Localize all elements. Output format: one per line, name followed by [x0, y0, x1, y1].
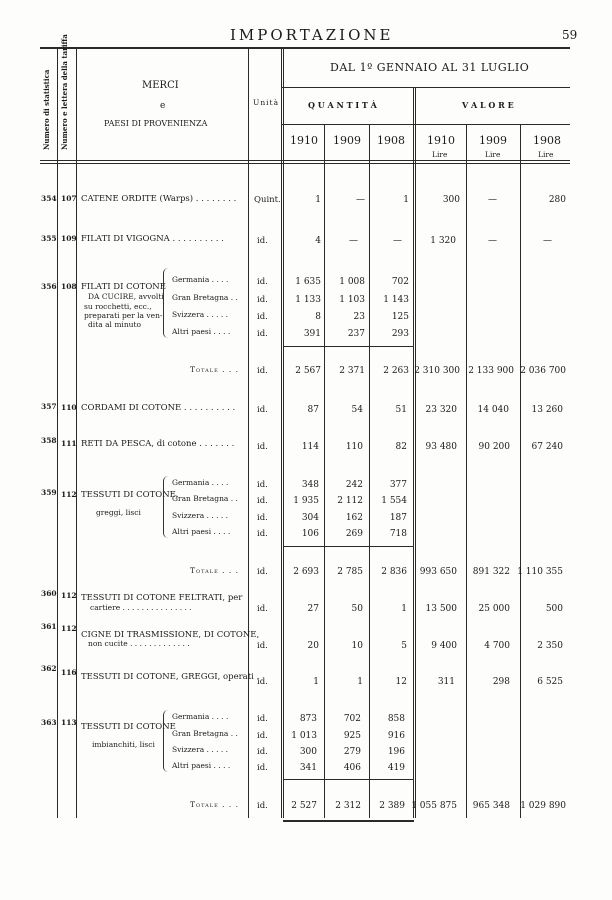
cell-v-1909: 4 700 [484, 641, 510, 651]
cell-q-1909: 50 [351, 604, 363, 614]
row-number: 357 [41, 402, 57, 411]
cell-q-1909: 2 112 [337, 496, 363, 506]
cell-v-1910: 311 [437, 677, 455, 687]
group-brace [163, 268, 168, 338]
total-q-1908: 2 836 [381, 567, 407, 577]
cell-v-1908: 13 260 [531, 405, 563, 415]
cell-q-1909: 162 [345, 513, 363, 523]
row-unit: id. [257, 714, 268, 724]
cell-q-1909: 269 [345, 529, 363, 539]
cell-q-1910: 300 [299, 747, 317, 757]
header-lire: Lire [485, 150, 501, 159]
header-v-1910: 1910 [427, 134, 455, 147]
row-tariff: 112 [61, 591, 77, 600]
cell-q-1910: 873 [299, 714, 317, 724]
cell-q-1908: 196 [387, 747, 405, 757]
cell-q-1908: 377 [389, 480, 407, 490]
header-lettera-tariffa: Numero e lettera della tariffa [60, 34, 69, 150]
row-unit: id. [257, 312, 268, 322]
cell-v-1909: — [488, 236, 497, 246]
header-bottom-rule-2 [40, 163, 570, 164]
country-label: Gran Bretagna . . [172, 729, 238, 738]
cell-v-1909: 25 000 [478, 604, 510, 614]
total-v-1910: 1 055 875 [411, 801, 457, 811]
total-v-1909: 891 322 [472, 567, 510, 577]
cell-q-1909: 925 [343, 731, 361, 741]
row-unit: id. [257, 641, 268, 651]
cell-q-1909: 702 [343, 714, 361, 724]
row-description-line: imbianchiti, lisci [92, 740, 155, 749]
cell-q-1909: 237 [347, 329, 365, 339]
country-label: Svizzera . . . . . [172, 745, 229, 754]
row-description: CATENE ORDITE (Warps) . . . . . . . . [81, 194, 237, 204]
cell-v-1908: — [543, 236, 552, 246]
row-unit: id. [257, 295, 268, 305]
cell-q-1908: 125 [391, 312, 409, 322]
row-number: 358 [41, 436, 57, 445]
cell-q-1910: 391 [303, 329, 321, 339]
col-line [466, 124, 467, 818]
cell-q-1910: 8 [315, 312, 321, 322]
cell-q-1910: 1 013 [291, 731, 317, 741]
row-number: 355 [41, 234, 57, 243]
group-brace [163, 710, 168, 772]
period-rule [282, 87, 570, 88]
row-unit: id. [257, 604, 268, 614]
row-tariff: 111 [61, 439, 77, 448]
cell-q-1910: 106 [301, 529, 319, 539]
row-number: 356 [41, 282, 57, 291]
cell-q-1910: 20 [307, 641, 319, 651]
row-description-line: TESSUTI DI COTONE [81, 722, 176, 732]
cell-q-1908: 718 [389, 529, 407, 539]
cell-v-1908: 2 350 [537, 641, 563, 651]
row-description: RETI DA PESCA, di cotone . . . . . . . [81, 439, 235, 449]
row-tariff: 107 [61, 194, 77, 203]
header-v-1909: 1909 [479, 134, 507, 147]
cell-v-1910: 300 [442, 195, 460, 205]
cell-q-1908: 916 [387, 731, 405, 741]
row-unit: id. [257, 731, 268, 741]
header-q-1910: 1910 [290, 134, 318, 147]
row-tariff: 110 [61, 403, 77, 412]
row-tariff: 112 [61, 624, 77, 633]
cell-q-1909: 242 [345, 480, 363, 490]
cell-q-1909: 54 [351, 405, 363, 415]
cell-v-1910: 93 480 [425, 442, 457, 452]
total-q-1908: 2 389 [379, 801, 405, 811]
col-line [248, 48, 249, 818]
cell-v-1908: 280 [548, 195, 566, 205]
total-v-1909: 965 348 [472, 801, 510, 811]
header-quantita: Q U A N T I T À [308, 100, 377, 110]
cell-q-1908: 858 [387, 714, 405, 724]
cell-v-1908: 500 [545, 604, 563, 614]
cell-q-1909: 1 [357, 677, 363, 687]
row-unit: id. [257, 405, 268, 415]
row-unit: id. [257, 513, 268, 523]
cell-q-1908: 187 [389, 513, 407, 523]
row-unit: id. [257, 529, 268, 539]
row-description: FILATI DI VIGOGNA . . . . . . . . . . [81, 234, 224, 244]
country-label: Germania . . . . [172, 275, 229, 284]
header-bottom-rule [40, 160, 570, 161]
row-description-line: TESSUTI DI COTONE, [81, 490, 179, 500]
cell-q-1910: 114 [301, 442, 319, 452]
page-number: 59 [562, 28, 578, 42]
row-description: TESSUTI DI COTONE FELTRATI, per [81, 593, 243, 603]
total-v-1909: 2 133 900 [468, 366, 514, 376]
total-q-1910: 2 567 [295, 366, 321, 376]
total-v-1910: 993 650 [419, 567, 457, 577]
cell-q-1909: 23 [353, 312, 365, 322]
cell-q-1910: 304 [301, 513, 319, 523]
cell-q-1909: 110 [345, 442, 363, 452]
country-label: Germania . . . . [172, 478, 229, 487]
table-top-rule [40, 47, 570, 49]
row-unit: id. [257, 366, 268, 376]
total-q-1910: 2 527 [291, 801, 317, 811]
country-label: Germania . . . . [172, 712, 229, 721]
row-unit: id. [257, 747, 268, 757]
country-label: Gran Bretagna . . [172, 293, 238, 302]
cell-q-1910: 1 [315, 195, 321, 205]
cell-q-1908: 293 [391, 329, 409, 339]
cell-q-1910: 1 [313, 677, 319, 687]
header-merci: MERCI [142, 80, 179, 91]
cell-v-1909: — [488, 195, 497, 205]
header-e: e [160, 101, 166, 111]
cell-q-1909: 279 [343, 747, 361, 757]
country-label: Altri paesi . . . . [172, 527, 231, 536]
group-brace [163, 476, 168, 538]
totale-label: Totale . . . [190, 800, 240, 809]
header-q-1909: 1909 [333, 134, 361, 147]
row-tariff: 116 [61, 668, 77, 677]
cell-v-1910: 23 320 [425, 405, 457, 415]
col-line [281, 48, 282, 818]
cell-q-1908: 1 143 [383, 295, 409, 305]
row-unit: id. [257, 801, 268, 811]
row-number: 362 [41, 664, 57, 673]
subtotal-rule [283, 546, 414, 547]
cell-q-1910: 1 935 [293, 496, 319, 506]
cell-q-1908: 5 [401, 641, 407, 651]
cell-q-1910: 27 [307, 604, 319, 614]
row-number: 354 [41, 194, 57, 203]
total-q-1910: 2 693 [293, 567, 319, 577]
row-description-line: su rocchetti, ecc., [84, 302, 152, 311]
years-rule [282, 124, 570, 125]
row-description-line: preparati per la ven- [84, 311, 163, 320]
cell-q-1910: 348 [301, 480, 319, 490]
cell-v-1908: 67 240 [531, 442, 563, 452]
cell-q-1909: 406 [343, 763, 361, 773]
cell-v-1910: 9 400 [431, 641, 457, 651]
cell-q-1910: 341 [299, 763, 317, 773]
cell-v-1909: 90 200 [478, 442, 510, 452]
cell-q-1908: 1 [401, 604, 407, 614]
header-lire: Lire [432, 150, 448, 159]
cell-q-1908: 702 [391, 277, 409, 287]
totale-label: Totale . . . [190, 365, 240, 374]
header-unita: Unità [253, 98, 280, 107]
country-label: Svizzera . . . . . [172, 310, 229, 319]
cell-q-1908: — [393, 236, 402, 246]
row-tariff: 112 [61, 490, 77, 499]
row-description-line: dita al minuto [88, 320, 142, 329]
cell-v-1909: 14 040 [477, 405, 509, 415]
row-unit: id. [257, 442, 268, 452]
row-number: 361 [41, 622, 57, 631]
row-unit: id. [257, 677, 268, 687]
subtotal-rule [283, 779, 414, 780]
row-description: TESSUTI DI COTONE, GREGGI, operati . [81, 672, 260, 682]
cell-q-1909: 10 [351, 641, 363, 651]
cell-v-1908: 6 525 [537, 677, 563, 687]
cell-q-1909: 1 103 [339, 295, 365, 305]
row-unit: id. [257, 567, 268, 577]
cell-v-1909: 298 [492, 677, 510, 687]
total-v-1908: 1 110 355 [517, 567, 563, 577]
cell-q-1908: 51 [395, 405, 407, 415]
total-q-1909: 2 785 [337, 567, 363, 577]
cell-q-1908: 12 [395, 677, 407, 687]
cell-q-1910: 87 [307, 405, 319, 415]
col-line [57, 48, 58, 818]
row-unit: id. [257, 329, 268, 339]
row-tariff: 113 [61, 718, 77, 727]
cell-q-1910: 1 133 [295, 295, 321, 305]
total-q-1909: 2 371 [339, 366, 365, 376]
total-v-1908: 2 036 700 [520, 366, 566, 376]
cell-v-1910: 1 320 [430, 236, 456, 246]
country-label: Altri paesi . . . . [172, 327, 231, 336]
row-number: 360 [41, 589, 57, 598]
country-label: Altri paesi . . . . [172, 761, 231, 770]
final-double-rule [283, 820, 414, 822]
country-label: Svizzera . . . . . [172, 511, 229, 520]
row-description: CORDAMI DI COTONE . . . . . . . . . . [81, 403, 236, 413]
cell-q-1909: — [356, 195, 365, 205]
cell-q-1909: 1 008 [339, 277, 365, 287]
cell-v-1910: 13 500 [425, 604, 457, 614]
total-q-1908: 2 263 [383, 366, 409, 376]
row-unit: Quint. [254, 195, 281, 205]
header-q-1908: 1908 [377, 134, 405, 147]
cell-q-1908: 1 [403, 195, 409, 205]
col-line [283, 48, 284, 818]
row-description-2: non cucite . . . . . . . . . . . . . [88, 639, 190, 648]
row-description-line: FILATI DI COTONE [81, 282, 166, 292]
header-lire: Lire [538, 150, 554, 159]
page-title: IMPORTAZIONE [230, 26, 394, 44]
cell-q-1910: 4 [315, 236, 321, 246]
total-v-1910: 2 310 300 [414, 366, 460, 376]
cell-q-1909: — [349, 236, 358, 246]
cell-q-1908: 82 [395, 442, 407, 452]
totale-label: Totale . . . [190, 566, 240, 575]
header-valore: V A L O R E [462, 100, 514, 110]
cell-q-1908: 1 554 [381, 496, 407, 506]
row-unit: id. [257, 763, 268, 773]
row-unit: id. [257, 236, 268, 246]
row-number: 363 [41, 718, 57, 727]
header-numero-statistica: Numero di statistica [42, 69, 51, 150]
row-description-line: greggi, lisci [96, 508, 141, 517]
subtotal-rule [283, 346, 414, 347]
header-v-1908: 1908 [533, 134, 561, 147]
country-label: Gran Bretagna . . [172, 494, 238, 503]
total-v-1908: 1 029 890 [520, 801, 566, 811]
row-description-2: cartiere . . . . . . . . . . . . . . . [90, 603, 192, 612]
row-number: 359 [41, 488, 57, 497]
row-tariff: 108 [61, 282, 77, 291]
row-description-line: DA CUCIRE, avvolti [88, 292, 164, 301]
header-period: DAL 1º GENNAIO AL 31 LUGLIO [330, 61, 530, 74]
total-q-1909: 2 312 [335, 801, 361, 811]
col-line [520, 124, 521, 818]
row-unit: id. [257, 480, 268, 490]
cell-q-1908: 419 [387, 763, 405, 773]
row-unit: id. [257, 277, 268, 287]
cell-q-1910: 1 635 [295, 277, 321, 287]
row-unit: id. [257, 496, 268, 506]
header-paesi: PAESI DI PROVENIENZA [104, 119, 208, 128]
row-tariff: 109 [61, 234, 77, 243]
row-description: CIGNE DI TRASMISSIONE, DI COTONE, [81, 630, 260, 640]
col-line [76, 48, 77, 818]
